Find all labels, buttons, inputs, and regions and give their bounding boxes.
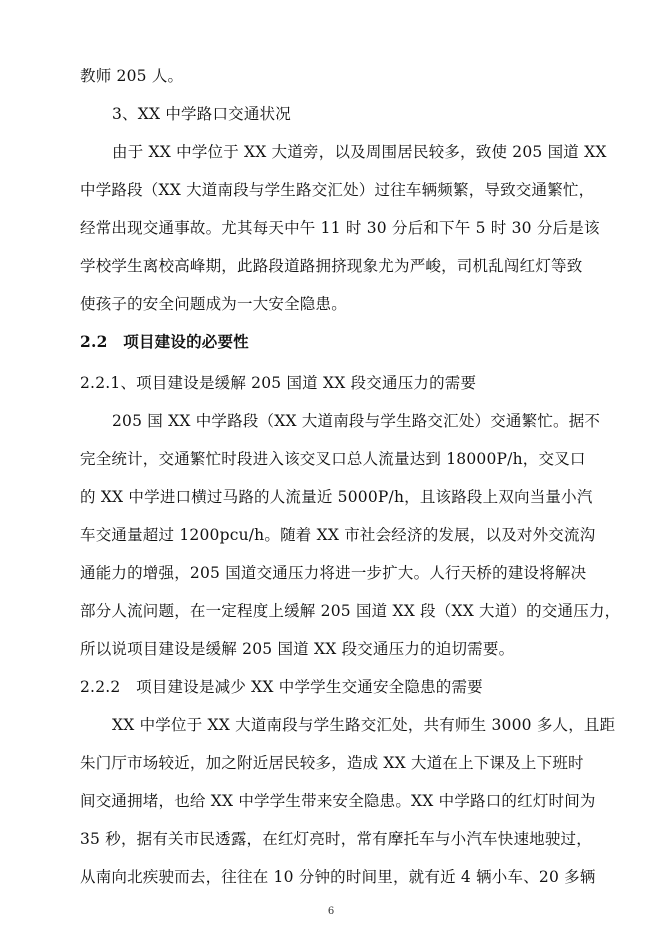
section-heading: 2.2 项目建设的必要性 xyxy=(80,332,249,351)
subsection-heading: 2.2.1、项目建设是缓解 205 国道 XX 段交通压力的需要 xyxy=(80,374,477,392)
subsection-heading: 2.2.2 项目建设是减少 XX 中学学生交通安全隐患的需要 xyxy=(80,678,483,696)
paragraph-line: 朱门厅市场较近，加之附近居民较多，造成 XX 大道在上下课及上下班时 xyxy=(80,754,584,772)
section-subheading: 3、XX 中学路口交通状况 xyxy=(112,105,291,123)
paragraph-line: 部分人流问题，在一定程度上缓解 205 国道 XX 段（XX 大道）的交通压力， xyxy=(80,602,621,620)
page-number: 6 xyxy=(327,906,335,917)
paragraph-line: 学校学生离校高峰期，此路段道路拥挤现象尤为严峻，司机乱闯红灯等致 xyxy=(80,257,583,275)
paragraph-line: 车交通量超过 1200pcu/h。随着 XX 市社会经济的发展，以及对外交流沟 xyxy=(80,526,596,544)
paragraph-line: 所以说项目建设是缓解 205 国道 XX 段交通压力的迫切需要。 xyxy=(80,640,515,658)
paragraph-line: 间交通拥堵，也给 XX 中学学生带来安全隐患。XX 中学路口的红灯时间为 xyxy=(80,792,596,810)
paragraph-line: 205 国 XX 中学路段（XX 大道南段与学生路交汇处）交通繁忙。据不 xyxy=(112,412,601,430)
paragraph-line: 由于 XX 中学位于 XX 大道旁，以及周围居民较多，致使 205 国道 XX xyxy=(112,143,607,161)
paragraph-line: 35 秒，据有关市民透露，在红灯亮时，常有摩托车与小汽车快速地驶过， xyxy=(80,830,592,848)
paragraph-line: 使孩子的安全问题成为一大安全隐患。 xyxy=(80,295,347,313)
paragraph-line: 从南向北疾驶而去，往往在 10 分钟的时间里，就有近 4 辆小车、20 多辆 xyxy=(80,868,596,886)
paragraph-line: XX 中学位于 XX 大道南段与学生路交汇处，共有师生 3000 多人，且距 xyxy=(112,716,616,734)
paragraph-line: 通能力的增强，205 国道交通压力将进一步扩大。人行天桥的建设将解决 xyxy=(80,564,587,582)
paragraph-line: 教师 205 人。 xyxy=(80,67,184,85)
paragraph-line: 的 XX 中学进口横过马路的人流量近 5000P/h，且该路段上双向当量小汽 xyxy=(80,488,593,506)
paragraph-line: 完全统计，交通繁忙时段进入该交叉口总人流量达到 18000P/h，交叉口 xyxy=(80,450,586,468)
paragraph-line: 中学路段（XX 大道南段与学生路交汇处）过往车辆频繁，导致交通繁忙， xyxy=(80,181,595,199)
paragraph-line: 经常出现交通事故。尤其每天中午 11 时 30 分后和下午 5 时 30 分后是该 xyxy=(80,219,600,237)
